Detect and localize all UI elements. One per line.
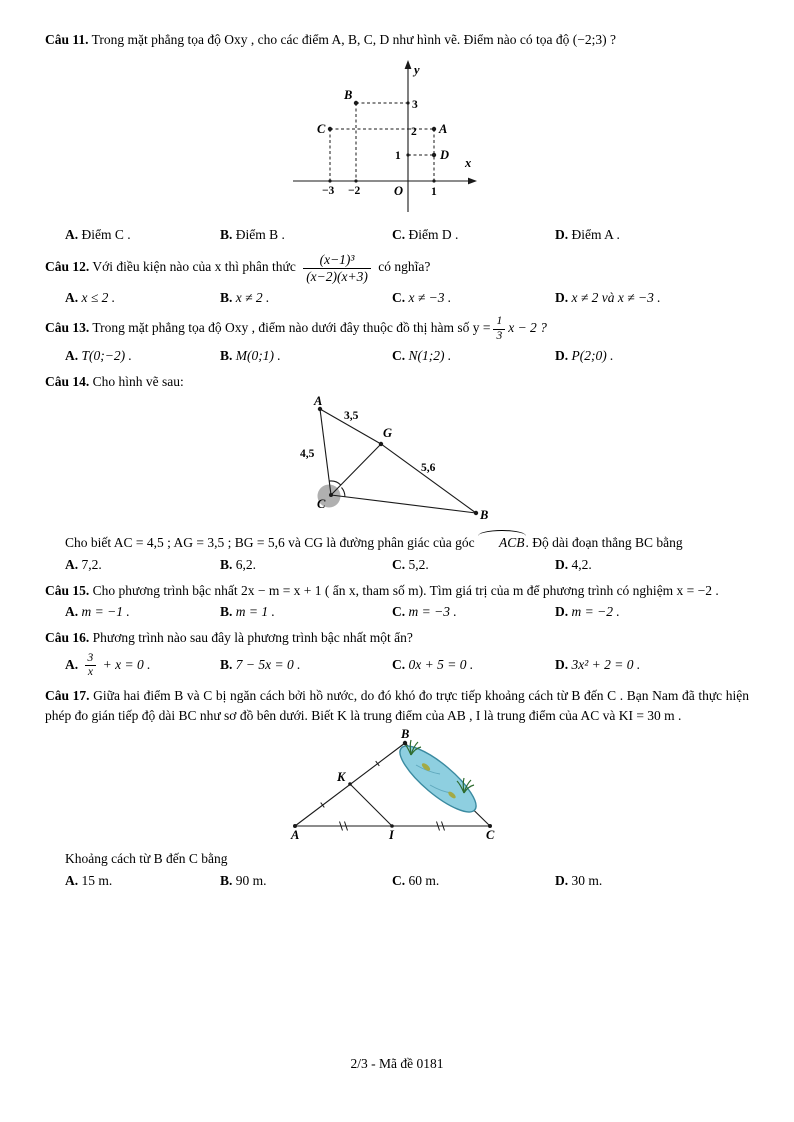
question-15-text: Cho phương trình bậc nhất 2x − m = x + 1 ( ẩn x, tham số m). Tìm giá trị của m để phương trình có nghiệm x = −2 . — [92, 582, 719, 598]
question-13 — [45, 314, 749, 365]
question-11-options — [45, 226, 749, 245]
option-text: 4,2. — [571, 556, 592, 572]
question-16-stem — [45, 628, 749, 648]
option-text: 3x² + 2 = 0 . — [571, 657, 641, 672]
point-B — [474, 511, 478, 515]
y-axis-arrow-icon — [405, 60, 412, 69]
option-b — [220, 226, 392, 245]
length-AC-label: 4,5 — [300, 448, 315, 461]
option-key: B. — [220, 290, 233, 306]
tick-y-1: 1 — [395, 149, 401, 162]
coordinate-plane-svg — [283, 54, 511, 222]
question-12-text-before: Với điều kiện nào của x thì phân thức — [92, 259, 296, 275]
question-14-stem — [45, 372, 749, 392]
question-17-text: Giữa hai điểm B và C bị ngăn cách bởi hồ nước, do đó khó đo trực tiếp khoảng cách từ B đến C . Bạn Nam đã thực hiện phép đo gián tiếp độ dài BC như sơ đồ bên dưới. Biết K là trung điểm của AB , I là trung điểm của AC và KI = 30 m . — [45, 688, 749, 723]
question-17-label: Câu 17. — [45, 688, 90, 704]
question-14 — [45, 372, 749, 575]
fraction — [303, 252, 371, 284]
option-d — [555, 603, 749, 622]
option-text: 15 m. — [81, 872, 113, 888]
point-D — [432, 152, 436, 156]
vertex-C-label: C — [317, 497, 326, 512]
option-key: B. — [220, 604, 233, 620]
axes — [293, 66, 471, 212]
question-13-text-after: x − 2 ? — [508, 320, 547, 336]
triangle-points — [318, 407, 478, 515]
tick-x-neg3: −3 — [322, 184, 335, 197]
option-key: A. — [65, 656, 79, 672]
option-text: m = −3 . — [408, 604, 457, 620]
option-a — [65, 651, 220, 680]
option-text: x ≠ 2 . — [235, 290, 270, 306]
fraction — [85, 652, 97, 679]
point-K-label: K — [336, 770, 345, 785]
lake-triangle-svg — [280, 729, 515, 845]
option-key: C. — [392, 290, 406, 306]
plot-points — [328, 100, 436, 182]
option-text: 7 − 5x = 0 . — [235, 657, 301, 672]
option-c — [392, 603, 555, 622]
option-key: B. — [220, 556, 233, 572]
length-GB-label: 5,6 — [421, 462, 436, 475]
question-16-text: Phương trình nào sau đây là phương trình bậc nhất một ẩn? — [92, 630, 413, 646]
option-b — [220, 289, 392, 308]
option-c — [392, 347, 555, 366]
fraction-numerator: 1 — [493, 315, 505, 329]
given-before: Cho biết AC = 4,5 ; AG = 3,5 ; BG = 5,6 và CG là đường phân giác của góc — [65, 535, 475, 551]
point-I-label: I — [388, 828, 394, 843]
question-11 — [45, 30, 749, 244]
option-text: + x = 0 . — [102, 656, 151, 672]
question-17-options — [45, 872, 749, 891]
angle-arc-1 — [329, 481, 341, 485]
figure-coordinate-plane — [45, 54, 749, 222]
question-14-given — [45, 533, 749, 553]
vertex-A-label: A — [290, 828, 299, 843]
angle-hat: ACB — [478, 533, 526, 553]
y-axis-label: y — [414, 62, 420, 77]
option-text: Điểm A . — [571, 226, 620, 242]
option-text: T(0;−2) . — [81, 347, 132, 363]
option-key: A. — [65, 556, 79, 572]
point-A-label: A — [439, 121, 448, 136]
option-key: C. — [392, 226, 406, 242]
option-key: D. — [555, 604, 569, 620]
option-text: 0x + 5 = 0 . — [408, 657, 474, 672]
option-text: m = −2 . — [571, 604, 620, 620]
x-axis-arrow-icon — [468, 177, 477, 184]
question-12-label: Câu 12. — [45, 259, 90, 275]
option-d — [555, 289, 749, 308]
question-16-options — [45, 651, 749, 680]
option-a — [65, 226, 220, 245]
option-d — [555, 872, 749, 891]
option-b — [220, 656, 392, 675]
option-text: 90 m. — [235, 872, 267, 888]
option-key: C. — [392, 657, 406, 672]
angle-arc-2 — [342, 488, 345, 497]
option-c — [392, 556, 555, 575]
page-footer: 2/3 - Mã đề 0181 — [350, 1056, 444, 1071]
tick-y-2: 2 — [411, 125, 417, 138]
point-C-label: C — [317, 121, 326, 136]
option-key: D. — [555, 347, 569, 363]
option-key: C. — [392, 604, 406, 620]
point-B — [354, 100, 358, 104]
question-15-label: Câu 15. — [45, 582, 90, 598]
lake-shape — [391, 737, 484, 822]
option-text: Điểm D . — [408, 226, 459, 242]
question-17-closing: Khoảng cách từ B đến C bằng — [65, 851, 228, 867]
given-after: . Độ dài đoạn thẳng BC bằng — [525, 535, 683, 551]
question-13-label: Câu 13. — [45, 320, 90, 336]
option-text: x ≠ −3 . — [408, 290, 452, 306]
triangle-edges — [320, 409, 476, 513]
option-key: B. — [220, 347, 233, 363]
option-key: D. — [555, 872, 569, 888]
question-11-stem — [45, 30, 749, 50]
origin-label: O — [394, 183, 404, 198]
point-C — [328, 126, 332, 130]
option-text: m = 1 . — [235, 604, 275, 620]
option-b — [220, 872, 392, 891]
question-17 — [45, 686, 749, 891]
dashed-guides — [330, 103, 434, 181]
option-a — [65, 872, 220, 891]
option-text: x ≠ 2 và x ≠ −3 . — [571, 290, 661, 306]
option-text: 5,2. — [408, 556, 429, 572]
option-text: Điểm B . — [235, 226, 285, 242]
vertex-B-label: B — [400, 729, 409, 742]
vertex-B-label: B — [480, 508, 489, 523]
option-key: A. — [65, 226, 79, 242]
point-G-label: G — [383, 426, 393, 441]
option-d — [555, 656, 749, 675]
option-key: D. — [555, 556, 569, 572]
fraction-numerator: (x−1)³ — [303, 252, 371, 269]
option-key: D. — [555, 226, 569, 242]
option-c — [392, 872, 555, 891]
option-key: A. — [65, 604, 79, 620]
option-text: 30 m. — [571, 872, 603, 888]
option-key: B. — [220, 226, 233, 242]
question-15-stem — [45, 581, 749, 601]
question-15 — [45, 581, 749, 622]
tick-x-1: 1 — [431, 185, 437, 198]
option-key: D. — [555, 657, 569, 672]
option-text: m = −1 . — [81, 604, 130, 620]
point-C — [329, 493, 333, 497]
option-d — [555, 226, 749, 245]
question-13-text-before: Trong mặt phẳng tọa độ Oxy , điểm nào dưới đây thuộc đồ thị hàm số y = — [92, 320, 491, 336]
point-A — [432, 126, 436, 130]
option-text: N(1;2) . — [408, 347, 452, 363]
option-d — [555, 556, 749, 575]
fraction-numerator: 3 — [85, 652, 97, 666]
fraction-denominator: x — [87, 665, 93, 678]
question-12-stem — [45, 250, 749, 286]
vertex-C-label: C — [485, 828, 494, 843]
option-key: C. — [392, 347, 406, 363]
option-b — [220, 603, 392, 622]
fraction — [493, 315, 505, 342]
option-key: A. — [65, 347, 79, 363]
point-G — [379, 442, 383, 446]
question-14-label: Câu 14. — [45, 373, 90, 389]
question-12-options — [45, 289, 749, 308]
option-a — [65, 289, 220, 308]
question-14-intro: Cho hình vẽ sau: — [92, 373, 184, 389]
option-text: P(2;0) . — [571, 347, 614, 363]
option-text: Điểm C . — [81, 226, 131, 242]
option-text: 6,2. — [235, 556, 257, 572]
option-text: M(0;1) . — [235, 347, 281, 363]
question-12-text-after: có nghĩa? — [378, 259, 431, 275]
option-key: A. — [65, 872, 79, 888]
x-axis-label: x — [465, 155, 472, 170]
length-AG-label: 3,5 — [344, 410, 359, 423]
question-13-options — [45, 347, 749, 366]
fraction-denominator: 3 — [496, 329, 503, 342]
option-text: x ≤ 2 . — [81, 290, 116, 306]
question-13-stem — [45, 314, 749, 343]
option-key: C. — [392, 556, 406, 572]
option-key: A. — [65, 290, 79, 306]
option-key: C. — [392, 872, 406, 888]
point-B — [402, 741, 406, 745]
option-c — [392, 656, 555, 675]
question-12 — [45, 250, 749, 308]
question-15-options — [45, 603, 749, 622]
option-c — [392, 226, 555, 245]
figure-lake-triangle — [45, 729, 749, 845]
question-11-label: Câu 11. — [45, 32, 89, 47]
option-key: D. — [555, 290, 569, 306]
point-D-label: D — [440, 147, 450, 162]
option-text: 7,2. — [81, 556, 102, 572]
option-a — [65, 347, 220, 366]
option-b — [220, 347, 392, 366]
option-c — [392, 289, 555, 308]
option-key: B. — [220, 657, 233, 672]
question-14-options — [45, 556, 749, 575]
point-K — [348, 782, 352, 786]
option-b — [220, 556, 392, 575]
triangle-svg — [288, 395, 506, 529]
option-text: 60 m. — [408, 872, 440, 888]
tick-y-3: 3 — [412, 98, 418, 111]
fraction-denominator: (x−2)(x+3) — [306, 268, 368, 284]
option-d — [555, 347, 749, 366]
option-a — [65, 556, 220, 575]
figure-triangle-bisector — [45, 395, 749, 529]
question-16-label: Câu 16. — [45, 630, 90, 646]
question-11-text: Trong mặt phẳng tọa độ Oxy , cho các điểm A, B, C, D như hình vẽ. Điểm nào có tọa độ (−2;3) ? — [91, 32, 617, 47]
option-key: B. — [220, 872, 233, 888]
question-16 — [45, 628, 749, 680]
point-B-label: B — [344, 87, 353, 102]
tick-x-neg2: −2 — [348, 184, 361, 197]
vertex-A-label: A — [314, 395, 323, 409]
option-a — [65, 603, 220, 622]
question-17-stem — [45, 686, 749, 725]
